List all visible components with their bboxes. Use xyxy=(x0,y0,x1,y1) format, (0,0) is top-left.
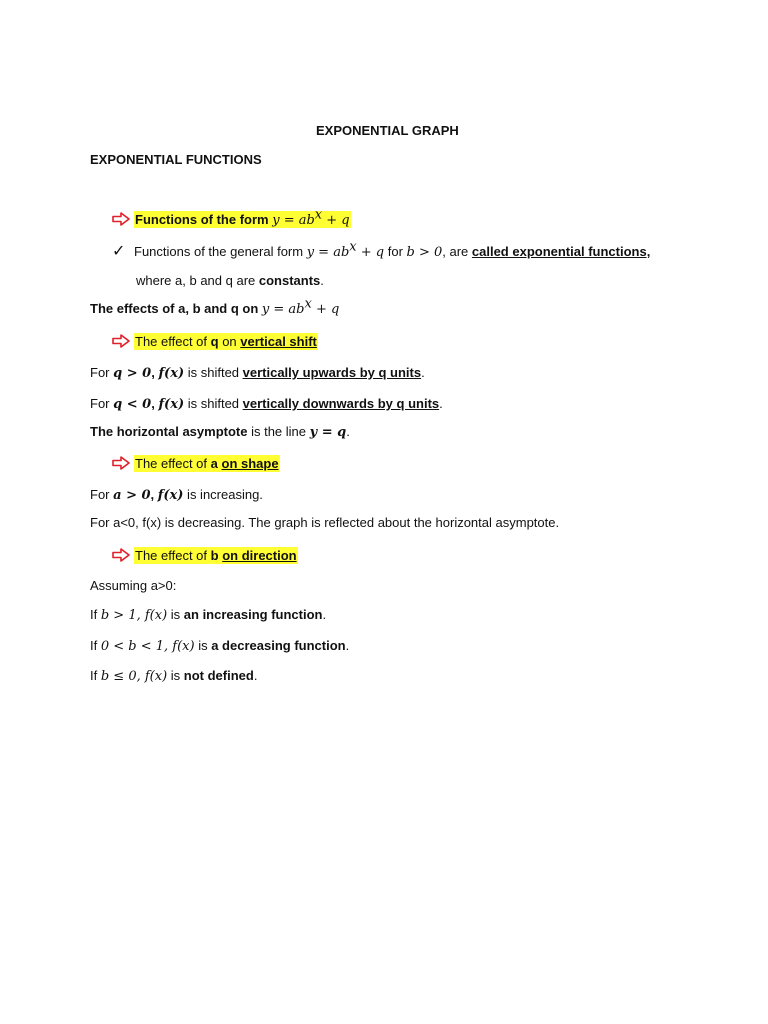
b3-bold: not defined xyxy=(183,668,254,683)
right-arrow-outline-icon xyxy=(112,334,130,348)
a1-fx: f(x) xyxy=(157,488,184,503)
b-heading-var: b xyxy=(210,548,219,563)
b-heading-underline: on direction xyxy=(222,548,297,563)
b2-condition: 0 < b < 1, xyxy=(100,639,173,654)
form-eq-sup: x xyxy=(314,207,323,223)
b2-bold: a decreasing function xyxy=(211,638,346,653)
q-heading-underline: vertical shift xyxy=(240,334,317,349)
a-heading-underline: on shape xyxy=(221,456,279,471)
q-heading-on: on xyxy=(218,334,241,349)
check-mark-icon: ✓ xyxy=(112,243,126,260)
asymptote-line xyxy=(90,423,350,442)
b1-if: If xyxy=(90,607,101,622)
b3-fx: f(x) xyxy=(144,669,168,684)
general-form-line xyxy=(112,239,651,262)
asymptote-mid: is the line xyxy=(247,424,310,439)
b2-end: . xyxy=(345,638,350,653)
q-heading-text: The effect of xyxy=(135,334,211,349)
b3-if: If xyxy=(90,668,101,683)
a-heading-var: a xyxy=(210,456,218,471)
general-form-text: Functions of the general form xyxy=(134,244,307,259)
b1-condition: b > 1, xyxy=(100,608,145,623)
asymptote-end: . xyxy=(346,424,350,439)
effects-label: The effects of a, b and q on xyxy=(90,301,262,316)
a1-comma: , xyxy=(150,487,158,502)
page-title: EXPONENTIAL GRAPH xyxy=(316,123,459,138)
asymptote-bold: The horizontal asymptote xyxy=(90,424,248,439)
form-eq-rhs: + q xyxy=(322,213,350,228)
b3-condition: b ≤ 0, xyxy=(100,669,145,684)
form-heading-line xyxy=(112,207,351,230)
effects-eq-lhs: y = ab xyxy=(261,302,305,317)
effects-eq-sup: x xyxy=(304,296,312,312)
q1-underline: vertically upwards by q units xyxy=(242,365,422,380)
general-eq-lhs: y = ab xyxy=(306,245,350,260)
q1-mid: is shifted xyxy=(184,365,243,380)
general-eq-rhs: + q xyxy=(356,245,385,260)
a-negative-line: For a<0, f(x) is decreasing. The graph is reflected about the horizontal asymptote. xyxy=(90,515,560,530)
b1-end: . xyxy=(322,607,327,622)
q2-comma: , xyxy=(151,396,159,411)
effects-line xyxy=(90,296,340,319)
a1-for: For xyxy=(90,487,114,502)
q-heading-highlight xyxy=(134,333,318,350)
a-positive-line xyxy=(90,486,263,505)
q2-for: For xyxy=(90,396,114,411)
general-for-text: for xyxy=(384,244,407,259)
b-between-line xyxy=(90,637,349,656)
a1-end: is increasing. xyxy=(183,487,263,502)
b-heading-text: The effect of xyxy=(135,548,211,563)
q1-end: . xyxy=(421,365,425,380)
general-are-text: , are xyxy=(442,244,472,259)
general-eq-sup: x xyxy=(349,239,357,255)
q-positive-line xyxy=(90,364,425,383)
called-exponential-text: called exponential functions, xyxy=(471,244,651,259)
form-eq-lhs: y = ab xyxy=(272,213,315,228)
b-greater-line xyxy=(90,606,326,625)
a-heading-highlight xyxy=(134,455,280,472)
q2-end: . xyxy=(439,396,443,411)
q-heading-var: q xyxy=(210,334,219,349)
effects-eq-rhs: + q xyxy=(311,302,340,317)
a1-condition: a > 0 xyxy=(113,488,151,503)
right-arrow-outline-icon xyxy=(112,548,130,562)
q-negative-line xyxy=(90,395,443,414)
assuming-line: Assuming a>0: xyxy=(90,578,177,593)
form-heading-label: Functions of the form xyxy=(135,212,273,227)
b2-if: If xyxy=(90,638,101,653)
q1-condition: q > 0 xyxy=(113,366,152,381)
q2-mid: is shifted xyxy=(184,396,243,411)
form-heading-highlight xyxy=(134,207,351,228)
b1-bold: an increasing function xyxy=(183,607,323,622)
q1-comma: , xyxy=(151,365,159,380)
q2-condition: q < 0 xyxy=(113,397,152,412)
where-end: . xyxy=(320,273,324,288)
q2-fx: f(x) xyxy=(158,397,185,412)
q1-for: For xyxy=(90,365,114,380)
section-heading: EXPONENTIAL FUNCTIONS xyxy=(90,152,262,167)
asymptote-eq: y = q xyxy=(309,425,347,440)
b-heading-line xyxy=(112,547,298,565)
b-nonpositive-line xyxy=(90,667,257,686)
where-text: where a, b and q are xyxy=(136,273,259,288)
b-heading-highlight xyxy=(134,547,298,564)
q1-fx: f(x) xyxy=(158,366,185,381)
a-heading-line xyxy=(112,455,280,473)
b3-mid: is xyxy=(167,668,184,683)
b3-end: . xyxy=(253,668,258,683)
b1-fx: f(x) xyxy=(144,608,168,623)
right-arrow-outline-icon xyxy=(112,212,130,226)
general-condition: b > 0 xyxy=(406,245,443,260)
right-arrow-outline-icon xyxy=(112,456,130,470)
b1-mid: is xyxy=(167,607,184,622)
where-line xyxy=(136,272,324,290)
a-heading-text: The effect of xyxy=(135,456,211,471)
q2-underline: vertically downwards by q units xyxy=(242,396,440,411)
q-heading-line xyxy=(112,333,318,351)
constants-text: constants xyxy=(258,273,321,288)
b2-fx: f(x) xyxy=(172,639,195,654)
b2-mid: is xyxy=(194,638,212,653)
